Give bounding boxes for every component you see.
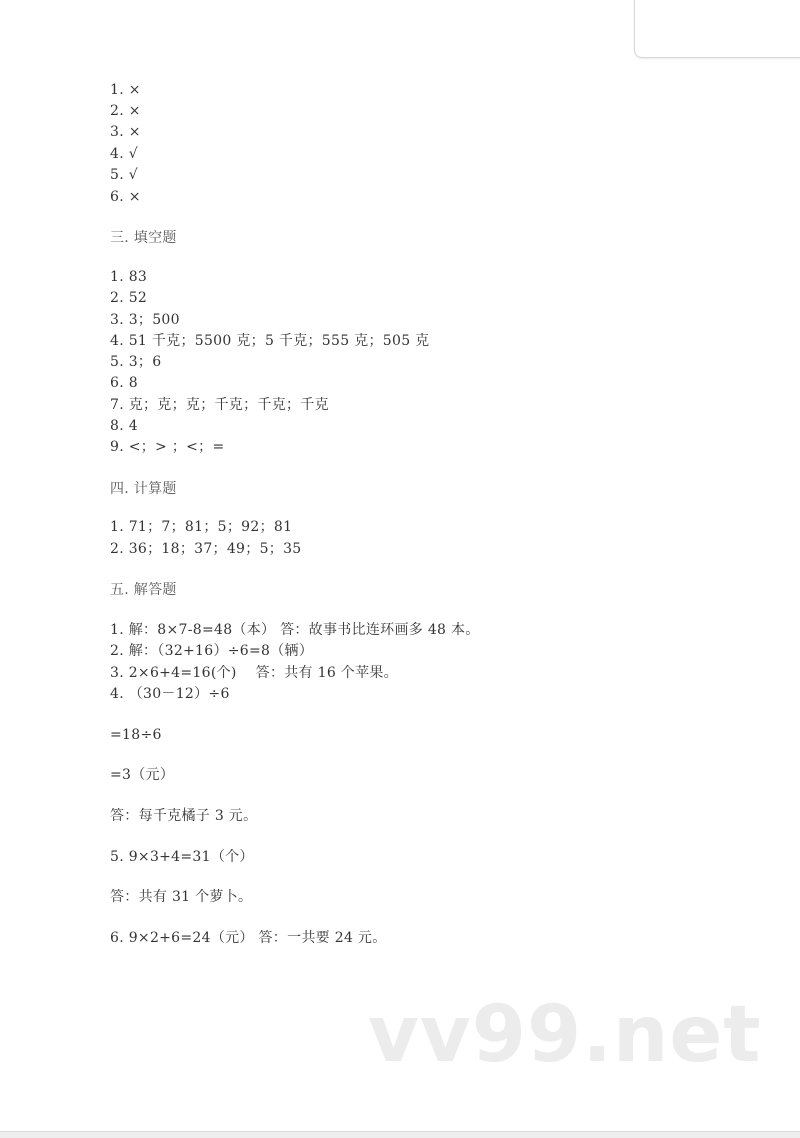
word-problem-answer: 6. 9×2+6=24（元） 答：一共要 24 元。 [110,930,387,946]
section-heading-word-problems: 五. 解答题 [110,582,177,598]
fill-blank-answer: 1. 83 [110,269,148,285]
fill-blank-answer: 5. 3；6 [110,354,162,370]
judgement-answer: 2. × [110,103,141,119]
fill-blank-answer: 8. 4 [110,418,138,434]
word-problem-answer: 4. （30－12）÷6 [110,686,230,702]
watermark: vv99.net [368,990,762,1080]
fill-blank-answer: 9. <；> ；<；= [110,439,225,455]
word-problem-answer: 1. 解：8×7-8=48（本） 答：故事书比连环画多 48 本。 [110,622,480,638]
calculation-answer: 1. 71；7；81；5；92；81 [110,519,293,535]
fill-blank-answer: 6. 8 [110,375,138,391]
word-problem-answer: 5. 9×3+4=31（个） [110,849,254,865]
judgement-answer: 1. × [110,82,141,98]
fill-blank-answer: 3. 3；500 [110,312,180,328]
word-problem-answer: 2. 解：（32+16）÷6=8（辆） [110,643,314,659]
word-problem-answer: 3. 2×6+4=16(个) 答：共有 16 个苹果。 [110,665,398,681]
judgement-answer: 6. × [110,189,141,205]
word-problem-answer: =18÷6 [110,727,162,743]
judgement-answer: 5. √ [110,167,138,183]
word-problem-answer: 答：每千克橘子 3 元。 [110,808,258,824]
word-problem-answer: 答：共有 31 个萝卜。 [110,889,253,905]
judgement-answer: 4. √ [110,146,138,162]
fill-blank-answer: 2. 52 [110,290,148,306]
fill-blank-answer: 4. 51 千克；5500 克；5 千克；555 克；505 克 [110,333,430,349]
word-problem-answer: =3（元） [110,767,175,783]
page-corner-panel [634,0,800,58]
fill-blank-answer: 7. 克；克；克；千克；千克；千克 [110,397,329,413]
section-heading-fill-blank: 三. 填空题 [110,230,177,246]
calculation-answer: 2. 36；18；37；49；5；35 [110,541,302,557]
section-heading-calculation: 四. 计算题 [110,481,177,497]
judgement-answer: 3. × [110,124,141,140]
